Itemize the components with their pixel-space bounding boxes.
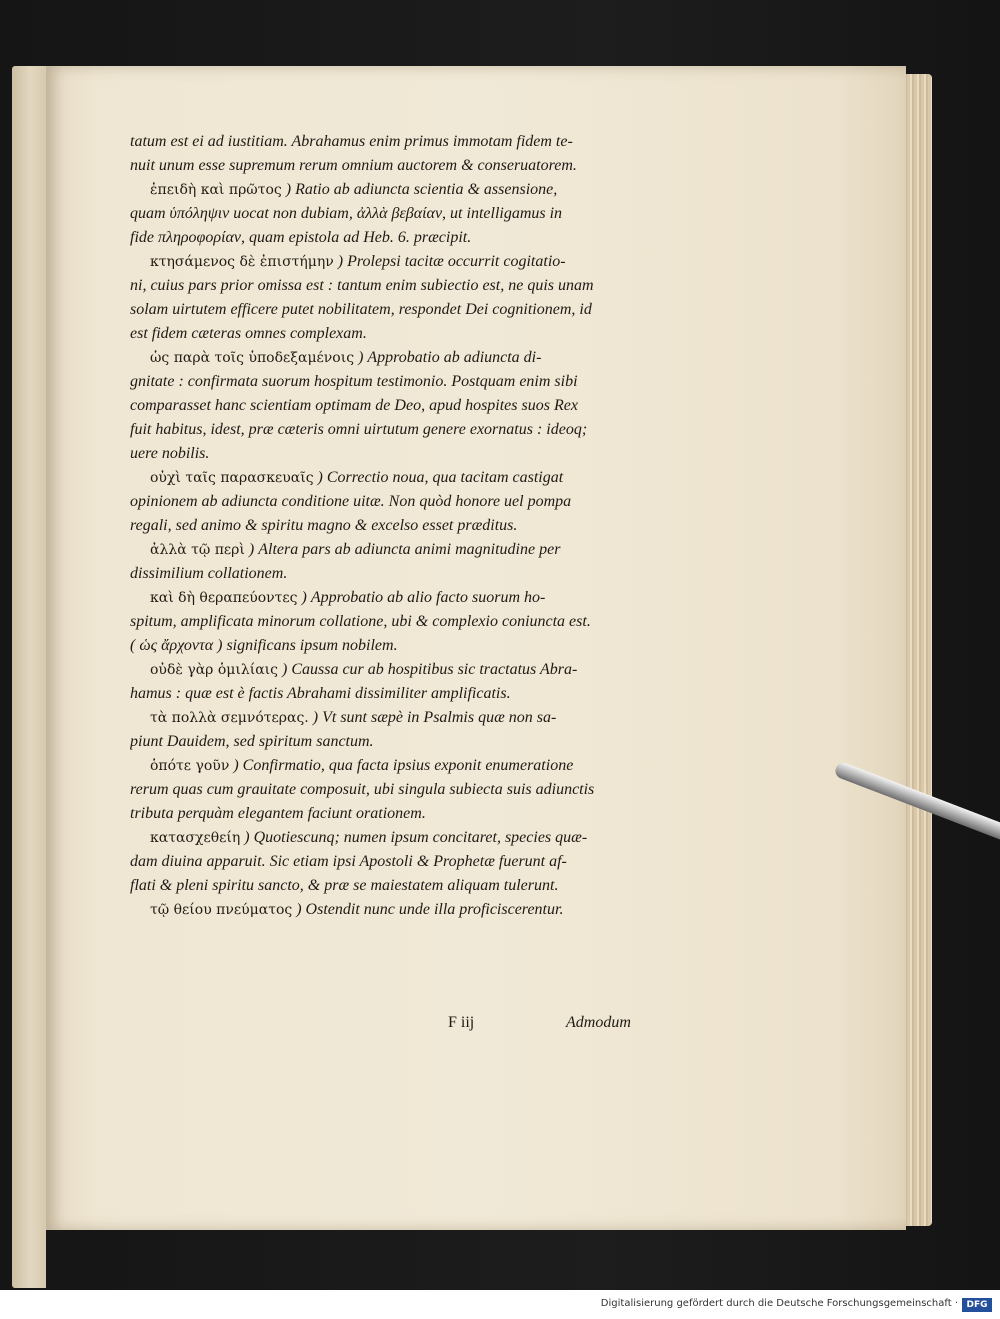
line-text: quam ὑπόληψιν uocat non dubiam, ἀλλὰ βεβαίαν, ut intelligamus in [130,205,563,222]
text-line [130,298,665,322]
text-line [130,394,665,418]
text-line [130,178,665,202]
text-line [130,898,665,922]
line-text: ) Approbatio ab alio facto suorum ho- [301,589,546,606]
text-line [130,730,665,754]
text-line [130,466,665,490]
text-line [130,634,665,658]
page-text [130,130,665,922]
greek-lemma: ὡς παρὰ τοῖς ὑποδεξαμένοις [150,350,355,366]
line-text: ) Approbatio ab adiuncta di- [358,349,542,366]
line-text: comparasset hanc scientiam optimam de Deo, apud hospites suos Rex [130,397,578,414]
line-text: ) Altera pars ab adiuncta animi magnitudine per [248,541,561,558]
line-text: uere nobilis. [130,445,210,462]
line-text: ) Ratio ab adiuncta scientia & assensione, [285,181,558,198]
line-text: ( ὡς ἄρχοντα ) significans ipsum nobilem. [130,637,398,654]
line-text: spitum, amplificata minorum collatione, ubi & complexio coniuncta est. [130,613,591,630]
text-line [130,802,665,826]
line-text: opinionem ab adiuncta conditione uitæ. Non quòd honore uel pompa [130,493,572,510]
text-line [130,658,665,682]
line-text: ) Correctio noua, qua tacitam castigat [317,469,564,486]
line-text: rerum quas cum grauitate composuit, ubi singula subiecta suis adiunctis [130,781,595,798]
greek-lemma: ἀλλὰ τῷ περὶ [150,542,245,558]
text-line [130,442,665,466]
text-line [130,850,665,874]
line-text: ) Vt sunt sæpè in Psalmis quæ non sa- [312,709,557,726]
left-page-edge [12,66,46,1288]
greek-lemma: ἐπειδὴ καὶ πρῶτος [150,182,282,198]
line-text: tatum est ei ad iustitiam. Abrahamus enim primus immotam fidem te- [130,133,573,150]
line-text: flati & pleni spiritu sancto, & præ se maiestatem aliquam tulerunt. [130,877,559,894]
line-text: solam uirtutem efficere putet nobilitatem, respondet Dei cognitionem, id [130,301,592,318]
text-line [130,130,665,154]
greek-lemma: κατασχεθείη [150,830,241,846]
text-line [130,370,665,394]
catchword: Admodum [566,1014,631,1031]
greek-lemma: ὁπότε γοῦν [150,758,230,774]
line-text: hamus : quæ est è factis Abrahami dissimiliter amplificatis. [130,685,511,702]
text-line [130,322,665,346]
greek-lemma: τῷ θείου πνεύματος [150,902,293,918]
text-line [130,274,665,298]
text-line [130,346,665,370]
line-text: ) Prolepsi tacitæ occurrit cogitatio- [337,253,566,270]
text-line [130,538,665,562]
line-text: fuit habitus, idest, præ cæteris omni uirtutum genere exornatus : ideoq; [130,421,588,438]
greek-lemma: οὐχὶ ταῖς παρασκευαῖς [150,470,314,486]
text-line [130,418,665,442]
line-text: ) Ostendit nunc unde illa proficiscerentur. [296,901,564,918]
line-text: dam diuina apparuit. Sic etiam ipsi Apostoli & Prophetæ fuerunt af- [130,853,567,870]
line-text: ) Confirmatio, qua facta ipsius exponit enumeratione [233,757,574,774]
text-line [130,682,665,706]
text-line [130,154,665,178]
dfg-logo: DFG [962,1298,992,1312]
text-line [130,610,665,634]
line-text: ni, cuius pars prior omissa est : tantum enim subiectio est, ne quis unam [130,277,594,294]
text-line [130,250,665,274]
line-text: ) Quotiescunq; numen ipsum concitaret, species quæ- [244,829,588,846]
line-text: dissimilium collationem. [130,565,288,582]
text-line [130,778,665,802]
signature-mark: F iij [448,1014,475,1031]
line-text: ) Caussa cur ab hospitibus sic tractatus Abra- [282,661,578,678]
line-text: gnitate : confirmata suorum hospitum testimonio. Postquam enim sibi [130,373,578,390]
line-text: est fidem cæteras omnes complexam. [130,325,367,342]
text-line [130,754,665,778]
text-line [130,706,665,730]
line-text: fide πληροφορίαν, quam epistola ad Heb. 6. præcipit. [130,229,472,246]
page-footer [130,1014,665,1040]
text-line [130,586,665,610]
text-line [130,202,665,226]
greek-lemma: καὶ δὴ θεραπεύοντες [150,590,298,606]
line-text: tributa perquàm elegantem faciunt orationem. [130,805,426,822]
line-text: nuit unum esse supremum rerum omnium auctorem & conseruatorem. [130,157,577,174]
text-line [130,226,665,250]
text-line [130,562,665,586]
greek-lemma: κτησάμενος δὲ ἐπιστήμην [150,254,334,270]
text-line [130,514,665,538]
text-line [130,490,665,514]
text-line [130,826,665,850]
funding-credit: Digitalisierung gefördert durch die Deutsche Forschungsgemeinschaft · [600,1298,958,1309]
greek-lemma: τὰ πολλὰ σεμνότερας. [150,710,309,726]
line-text: regali, sed animo & spiritu magno & excelso esset præditus. [130,517,518,534]
greek-lemma: οὐδὲ γὰρ ὁμιλίαις [150,662,278,678]
text-line [130,874,665,898]
line-text: piunt Dauidem, sed spiritum sanctum. [130,733,374,750]
